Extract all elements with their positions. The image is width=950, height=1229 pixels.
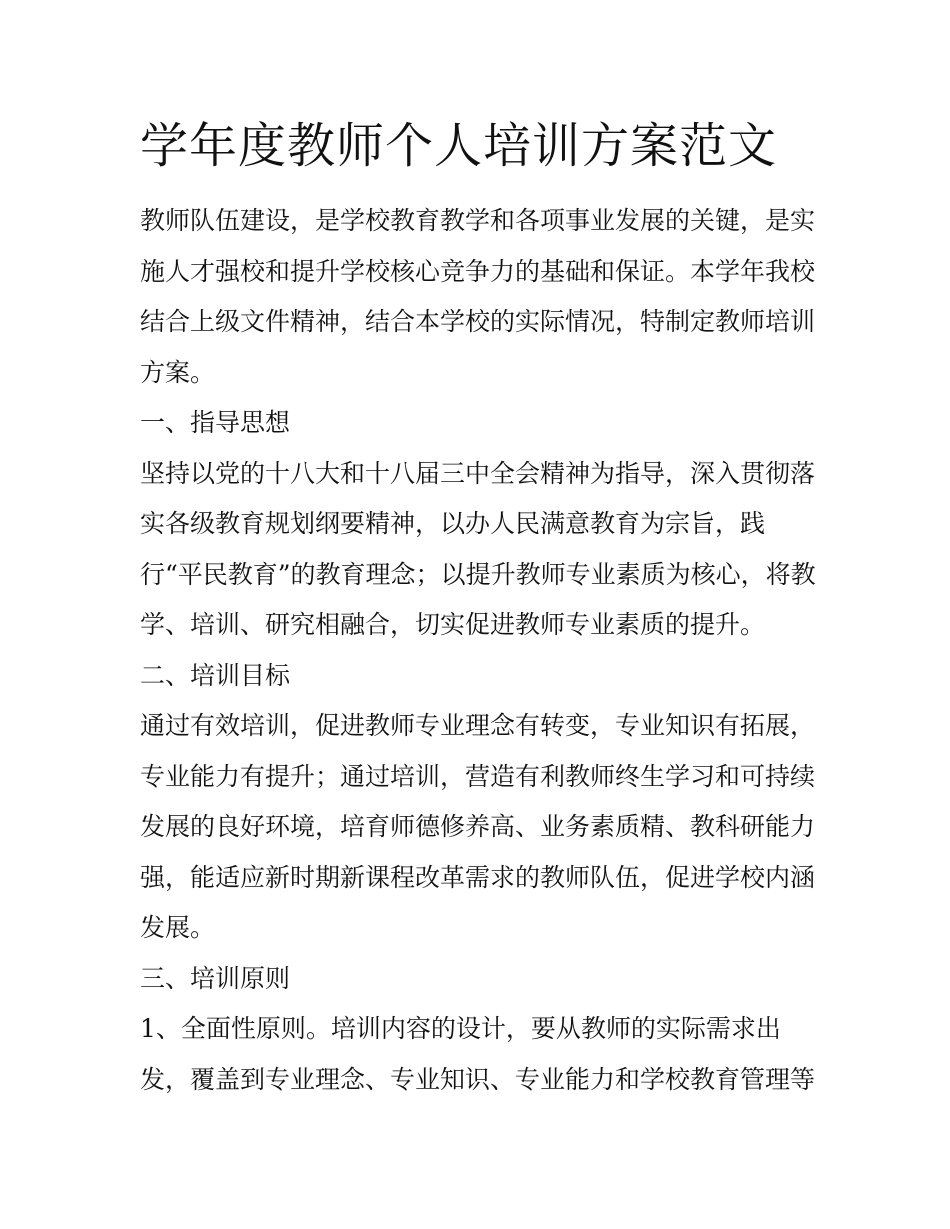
- body-line: 结合上级文件精神，结合本学校的实际情况，特制定教师培训: [140, 307, 816, 336]
- body-line: 通过有效培训，促进教师专业理念有转变，专业知识有拓展，: [140, 711, 816, 740]
- body-line: 1、全面性原则。培训内容的设计，要从教师的实际需求出: [140, 1014, 781, 1043]
- body-line: 发，覆盖到专业理念、专业知识、专业能力和学校教育管理等: [140, 1064, 816, 1094]
- body-line: 发展的良好环境，培育师德修养高、业务素质精、教科研能力: [140, 812, 816, 841]
- body-line: 教师队伍建设，是学校教育教学和各项事业发展的关键，是实: [140, 206, 816, 235]
- body-line: 发展。: [140, 913, 216, 942]
- body-line: 专业能力有提升；通过培训，营造有利教师终生学习和可持续: [140, 761, 816, 791]
- document-title: 学年度教师个人培训方案范文: [140, 118, 778, 174]
- section-heading: 一、指导思想: [140, 408, 291, 437]
- body-line: 学、培训、研究相融合，切实促进教师专业素质的提升。: [140, 610, 766, 639]
- document-page: [140, 110, 816, 1105]
- document-body: [140, 196, 816, 1105]
- section-heading: 二、培训目标: [140, 660, 291, 690]
- body-line: 实各级教育规划纲要精神，以办人民满意教育为宗旨，践: [140, 509, 766, 538]
- body-line: 强，能适应新时期新课程改革需求的教师队伍，促进学校内涵: [140, 862, 816, 892]
- section-heading: 三、培训原则: [140, 963, 291, 993]
- body-line: 施人才强校和提升学校核心竞争力的基础和保证。本学年我校: [140, 256, 816, 286]
- body-line: 方案。: [140, 357, 216, 387]
- body-line: 坚持以党的十八大和十八届三中全会精神为指导，深入贯彻落: [140, 458, 816, 488]
- body-line: 行“平民教育”的教育理念；以提升教师专业素质为核心，将教: [140, 559, 816, 589]
